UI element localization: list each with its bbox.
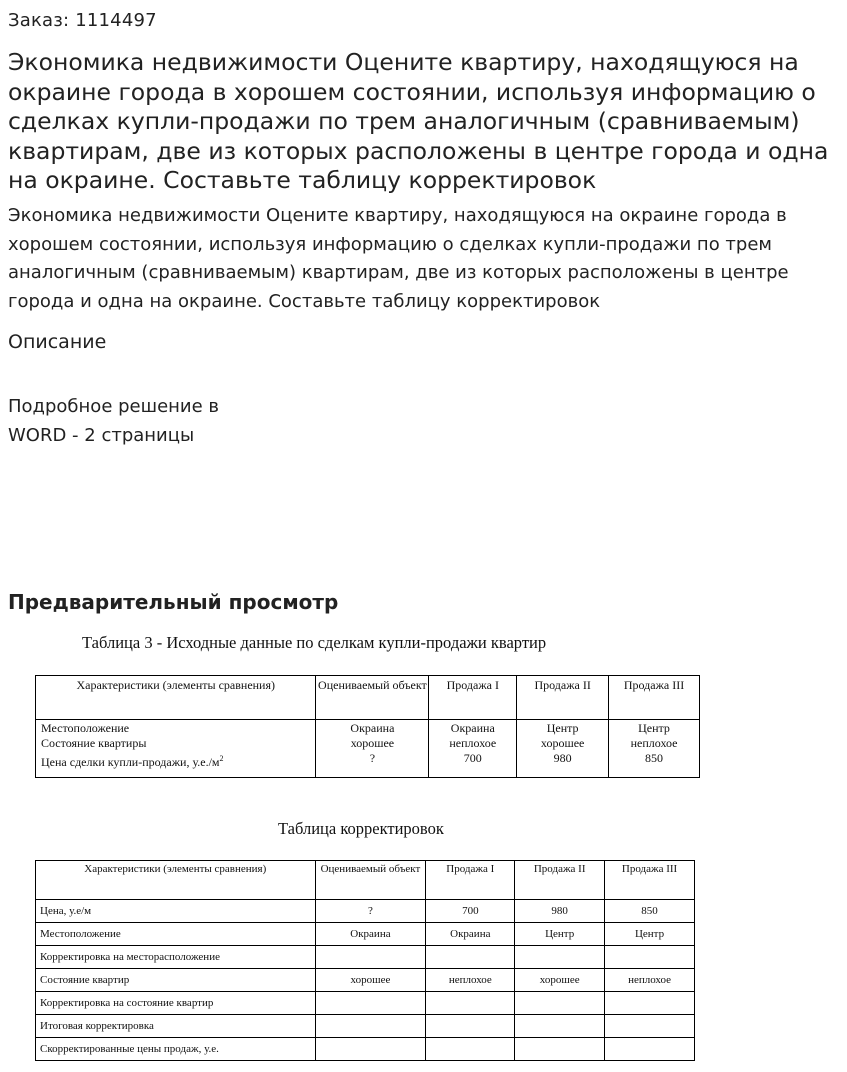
cell-value: неплохое	[449, 736, 497, 750]
superscript: 2	[219, 754, 224, 763]
table-cell	[315, 1038, 426, 1061]
table-cell: ?	[315, 900, 426, 923]
row-label: Состояние квартир	[36, 969, 316, 992]
row-label: Итоговая корректировка	[36, 1015, 316, 1038]
header-cell: Характеристики (элементы сравнения)	[36, 676, 316, 720]
row-label: Местоположение	[36, 923, 316, 946]
table-cell: 850	[605, 900, 695, 923]
row-label: Местоположение	[41, 721, 130, 735]
table-cell: 700	[426, 900, 515, 923]
header-cell: Продажа II	[515, 861, 605, 900]
cell-value: 980	[553, 751, 572, 765]
table-cell	[515, 992, 605, 1015]
task-description: Экономика недвижимости Оцените квартиру, находящуюся на окраине города в хорошем состоянии, используя информацию о сделках купли-продажи по трем аналогичным (сравниваемым) квартирам, две из которых расположены в центре города и одна на окраине. Составьте таблицу корректировок	[8, 205, 789, 312]
table-row	[36, 900, 695, 923]
table-row	[36, 923, 695, 946]
cell-value: Центр	[546, 721, 579, 735]
cell-value: ?	[369, 751, 376, 765]
header-cell: Продажа II	[517, 676, 609, 720]
table-cell	[315, 946, 426, 969]
cell-value: хорошее	[540, 736, 585, 750]
header-cell: Продажа III	[605, 861, 695, 900]
table-row	[36, 946, 695, 969]
table-cell: Окраина	[426, 923, 515, 946]
table-cell	[315, 992, 426, 1015]
table-cell: неплохое	[426, 969, 515, 992]
table-cell	[426, 992, 515, 1015]
table-row	[36, 969, 695, 992]
table-cell	[426, 1038, 515, 1061]
table-cell	[605, 946, 695, 969]
subject-cell	[316, 720, 429, 778]
table-cell: Центр	[605, 923, 695, 946]
preview-heading: Предварительный просмотр	[8, 590, 339, 614]
page-title: Экономика недвижимости Оцените квартиру, находящуюся на окраине города в хорошем состоянии, используя информацию о сделках купли-продажи по трем аналогичным (сравниваемым) квартирам, две из которых расположены в центре города и одна на окраине. Составьте таблицу корректировок	[8, 48, 829, 194]
table-cell: 980	[515, 900, 605, 923]
table-cell: Окраина	[315, 923, 426, 946]
table-row	[36, 992, 695, 1015]
table-header-row	[36, 676, 700, 720]
row-label: Цена, у.е/м	[36, 900, 316, 923]
order-number: Заказ: 1114497	[8, 10, 157, 31]
row-label: Состояние квартиры	[41, 736, 147, 750]
table-cell: Центр	[515, 923, 605, 946]
cell-value: неплохое	[630, 736, 678, 750]
sale3-cell	[609, 720, 700, 778]
table2-caption: Таблица корректировок	[278, 819, 444, 838]
characteristics-cell	[36, 720, 316, 778]
table-row	[36, 1015, 695, 1038]
sale2-cell	[517, 720, 609, 778]
solution-detail: Подробное решение в WORD - 2 страницы	[8, 396, 220, 446]
adjustments-table	[35, 860, 695, 1061]
header-cell: Продажа I	[426, 861, 515, 900]
header-cell: Продажа I	[429, 676, 517, 720]
table-cell	[315, 1015, 426, 1038]
table-cell	[605, 1038, 695, 1061]
cell-value: Центр	[638, 721, 670, 735]
table-cell	[605, 992, 695, 1015]
table-header-row	[36, 861, 695, 900]
header-cell: Оцениваемый объект	[315, 861, 426, 900]
table-cell	[515, 1038, 605, 1061]
table-cell: хорошее	[515, 969, 605, 992]
row-label-text: Цена сделки купли-продажи, у.е./м	[41, 755, 220, 769]
description-heading: Описание	[8, 331, 107, 353]
table-cell	[605, 1015, 695, 1038]
table-cell	[426, 946, 515, 969]
table-row	[36, 720, 700, 778]
row-label: Корректировка на состояние квартир	[36, 992, 316, 1015]
table-cell: хорошее	[315, 969, 426, 992]
row-label: Корректировка на месторасположение	[36, 946, 316, 969]
cell-value: хорошее	[350, 736, 395, 750]
table-cell	[426, 1015, 515, 1038]
header-cell: Характеристики (элементы сравнения)	[36, 861, 316, 900]
cell-value: 850	[645, 751, 664, 765]
cell-value: Окраина	[350, 721, 395, 735]
table-cell: неплохое	[605, 969, 695, 992]
header-cell: Продажа III	[609, 676, 700, 720]
cell-value: Окраина	[450, 721, 495, 735]
table-cell	[515, 1015, 605, 1038]
table-row	[36, 1038, 695, 1061]
source-data-table	[35, 675, 700, 778]
table-cell	[515, 946, 605, 969]
sale1-cell	[429, 720, 517, 778]
header-cell: Оцениваемый объект	[316, 676, 429, 720]
row-label	[41, 751, 315, 770]
cell-value: 700	[463, 751, 482, 765]
row-label: Скорректированные цены продаж, у.е.	[36, 1038, 316, 1061]
table1-caption: Таблица 3 - Исходные данные по сделкам купли-продажи квартир	[82, 633, 547, 652]
